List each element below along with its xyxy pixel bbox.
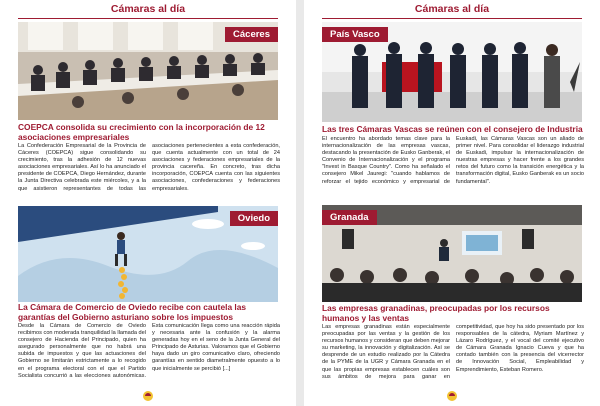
paisvasco-body: El encuentro ha abordado temas clave para la internacionalización de las empresas vascas, destacando la presentación de Eusko Ganberak, el Convenio de Internacionalización y el programa "Invest in Basque Country". Como ha señalado el consejero Mikel Jauregi: "cuando hablamos de reforzar el tejido económico y empresarial de Euskadi, las Cámaras Vascas son un aliado de primer nivel. Para consolidar el liderazgo industrial de Euskadi, impulsar la internacionalización de nuestras empresas y hacer frente a los grandes retos del futuro como la transición energética y la transformación digital, Eusko Ganberak es un socio fundamental".: [322, 136, 584, 185]
oviedo-body: Desde la Cámara de Comercio de Oviedo recibimos con moderada tranquilidad la llamada del consejero de Hacienda del Principado, quien ha asegurado personalmente que no habrá una subida de impuestos y que las actuaciones del Gobierno se limitarán estrictamente a lo recogido en el programa electoral con el que el Partido Socialista concurrió a las elecciones autonómicas. Esta comunicación llega como una reacción rápida y necesaria ante la confusión y la alarma generadas hoy en el seno de la Junta General del Principado de Asturias. Valoramos que el Gobierno haya dado un giro comunicativo claro, ofreciendo garantías en sentido diametralmente opuesto a lo que inicialmente se percibió [...]: [18, 323, 280, 379]
granada-title: Las empresas granadinas, preocupadas por los recursos humanos y las ventas: [322, 303, 550, 323]
right-page: [304, 0, 600, 406]
oviedo-tag: Oviedo: [230, 211, 278, 226]
page-header: Cámaras al día: [110, 3, 186, 15]
paisvasco-title: Las tres Cámaras Vascas se reúnen con el consejero de Industria: [322, 124, 583, 134]
page-header: Cámaras al día: [414, 3, 490, 15]
oviedo-illustration: [18, 206, 278, 302]
chamber-logo-icon: [446, 390, 458, 402]
caceres-photo: [18, 22, 278, 120]
chamber-logo-icon: [142, 390, 154, 402]
granada-tag: Granada: [322, 210, 377, 225]
caceres-tag: Cáceres: [225, 27, 278, 42]
caceres-title: COEPCA consolida su crecimiento con la incorporación de 12 asociaciones empresariales: [18, 122, 265, 142]
paisvasco-tag: País Vasco: [322, 27, 388, 42]
granada-body: Las empresas granadinas están especialmente preocupadas por las ventas y la gestión de los recursos humanos y consideran que deben mejorar su marketing, la innovación y digitalización. Así se desprende de un estudio realizado por la Cátedra de la PYME de la UGR y Cámara Granada en el que las propias empresas establecen cuáles son sus ámbitos de mejora para ganar en competitividad, que hoy ha sido presentado por los responsables de la cátedra, Myriam Martínez y Lázaro Rodríguez, y el vocal del comité ejecutivo de Cámara Granada Ignacio Cueva y que ha contado también con la presencia del vicerrector de Innovación Social, Empleabilidad y Emprendimiento, Esteban Romero.: [322, 324, 584, 380]
paisvasco-photo: [322, 22, 582, 122]
caceres-body: La Confederación Empresarial de la Provincia de Cáceres (COEPCA) sigue consolidando su crecimiento, tras la adhesión de 12 nuevas asociaciones empresariales. Así lo ha anunciado el presidente de COEPCA, Diego Hernández, durante la Junta Directiva celebrada este miércoles, y a la que asistieron representantes de todas las asociaciones pertenecientes a esta confederación, que cuenta actualmente con un total de 24 asociaciones y federaciones empresariales de la provincia cacereña. En concreto, tras dicha incorporación, COEPCA cuenta con las siguientes asociaciones, confederaciones y federaciones empresariales.: [18, 143, 280, 192]
oviedo-title: La Cámara de Comercio de Oviedo recibe con cautela las garantías del Gobierno asturiano sobre los impuestos: [18, 302, 247, 322]
left-page: [0, 0, 296, 406]
header-divider: [322, 18, 582, 19]
header-divider: [18, 18, 278, 19]
granada-photo: [322, 205, 582, 302]
